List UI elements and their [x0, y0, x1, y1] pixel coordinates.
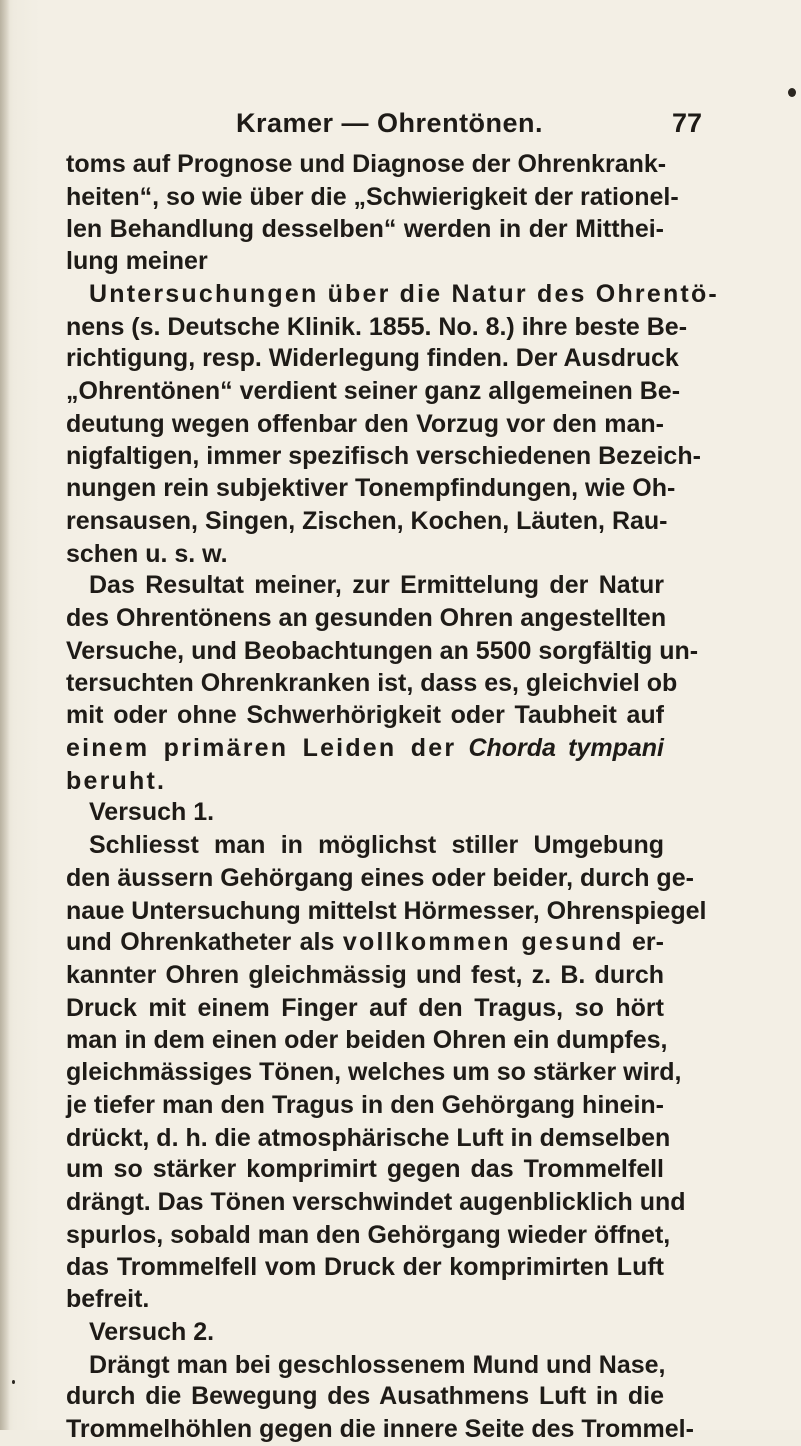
text-line — [89, 278, 719, 311]
text-line: drückt, d. h. die atmosphärische Luft in demselben — [66, 1123, 671, 1152]
text-line: je tiefer man den Tragus in den Gehörgang hinein- — [66, 1090, 664, 1119]
section-heading: Versuch 1. — [89, 798, 215, 827]
ink-speck — [788, 88, 796, 97]
text-line: rensausen, Singen, Zischen, Kochen, Läuten, Rau- — [66, 506, 668, 535]
text-line: deutung wegen offenbar den Vorzug vor den man- — [66, 409, 664, 438]
text-line: naue Untersuchung mittelst Hörmesser, Ohrenspiegel — [66, 896, 707, 925]
text-line: das Trommelfell vom Druck der komprimirten Luft — [66, 1252, 664, 1281]
page-number: 77 — [672, 108, 703, 138]
text-line: tersuchten Ohrenkranken ist, dass es, gleichviel ob — [66, 669, 678, 698]
text-line: nigfaltigen, immer spezifisch verschiedenen Bezeich- — [66, 442, 701, 471]
text-line: len Behandlung desselben“ werden in der Mitthei- — [66, 215, 664, 244]
text-line: Schliesst man in möglichst stiller Umgebung — [89, 831, 664, 860]
text-line: mit oder ohne Schwerhörigkeit oder Taubheit auf — [66, 701, 664, 730]
section-heading: Versuch 2. — [89, 1317, 215, 1346]
text-line: lung meiner — [66, 247, 208, 276]
text-line: Trommelhöhlen gegen die innere Seite des Trommel- — [66, 1415, 694, 1444]
text-line: toms auf Prognose und Diagnose der Ohrenkrank- — [66, 150, 667, 178]
text-line: den äussern Gehörgang eines oder beider, durch ge- — [66, 863, 694, 892]
text-line: spurlos, sobald man den Gehörgang wieder öffnet, — [66, 1220, 671, 1249]
text-line: „Ohrentönen“ verdient seiner ganz allgemeinen Be- — [66, 377, 681, 406]
text-line: Das Resultat meiner, zur Ermittelung der Natur — [89, 571, 664, 600]
spaced-emphasis: einem primären Leiden der — [66, 733, 457, 762]
text-line: befreit. — [66, 1285, 150, 1314]
text-line: schen u. s. w. — [66, 539, 228, 568]
text-line: Versuche, und Beobachtungen an 5500 sorgfältig un- — [66, 636, 699, 665]
text-line: nens (s. Deutsche Klinik. 1855. No. 8.) ihre beste Be- — [66, 312, 688, 341]
gutter-shadow — [0, 0, 10, 1430]
page-header — [0, 108, 801, 152]
spaced-emphasis: beruht. — [66, 766, 167, 795]
text-line: nungen rein subjektiver Tonempfindungen, wie Oh- — [66, 474, 676, 503]
text-line: gleichmässiges Tönen, welches um so stärker wird, — [66, 1058, 682, 1087]
text-line: Drängt man bei geschlossenem Mund und Nase, — [89, 1350, 666, 1379]
italic-term: Chorda tympani — [468, 733, 664, 762]
text-line: um so stärker komprimirt gegen das Trommelfell — [66, 1155, 664, 1184]
text-line: durch die Bewegung des Ausathmens Luft in die — [66, 1382, 664, 1411]
spaced-emphasis: vollkommen gesund — [342, 928, 624, 957]
text-line: drängt. Das Tönen verschwindet augenblicklich und — [66, 1188, 686, 1217]
spaced-emphasis: Untersuchungen über die Natur des Ohrentö- — [89, 279, 719, 308]
ink-speck — [12, 1380, 15, 1384]
text-line: des Ohrentönens an gesunden Ohren angestellten — [66, 604, 667, 633]
text-line: und Ohrenkatheter als vollkommen gesund er- — [66, 928, 664, 957]
text-line — [66, 732, 664, 765]
text-line: Druck mit einem Finger auf den Tragus, so hört — [66, 993, 664, 1022]
text-line: kannter Ohren gleichmässig und fest, z. B. durch — [66, 961, 664, 990]
text-line: man in dem einen oder beiden Ohren ein dumpfes, — [66, 1025, 668, 1054]
running-head: Kramer — Ohrentönen. — [236, 108, 544, 138]
text-line: heiten“, so wie über die „Schwierigkeit der rationel- — [66, 182, 679, 211]
text-line: richtigung, resp. Widerlegung finden. Der Ausdruck — [66, 344, 679, 373]
text-line — [66, 765, 664, 798]
